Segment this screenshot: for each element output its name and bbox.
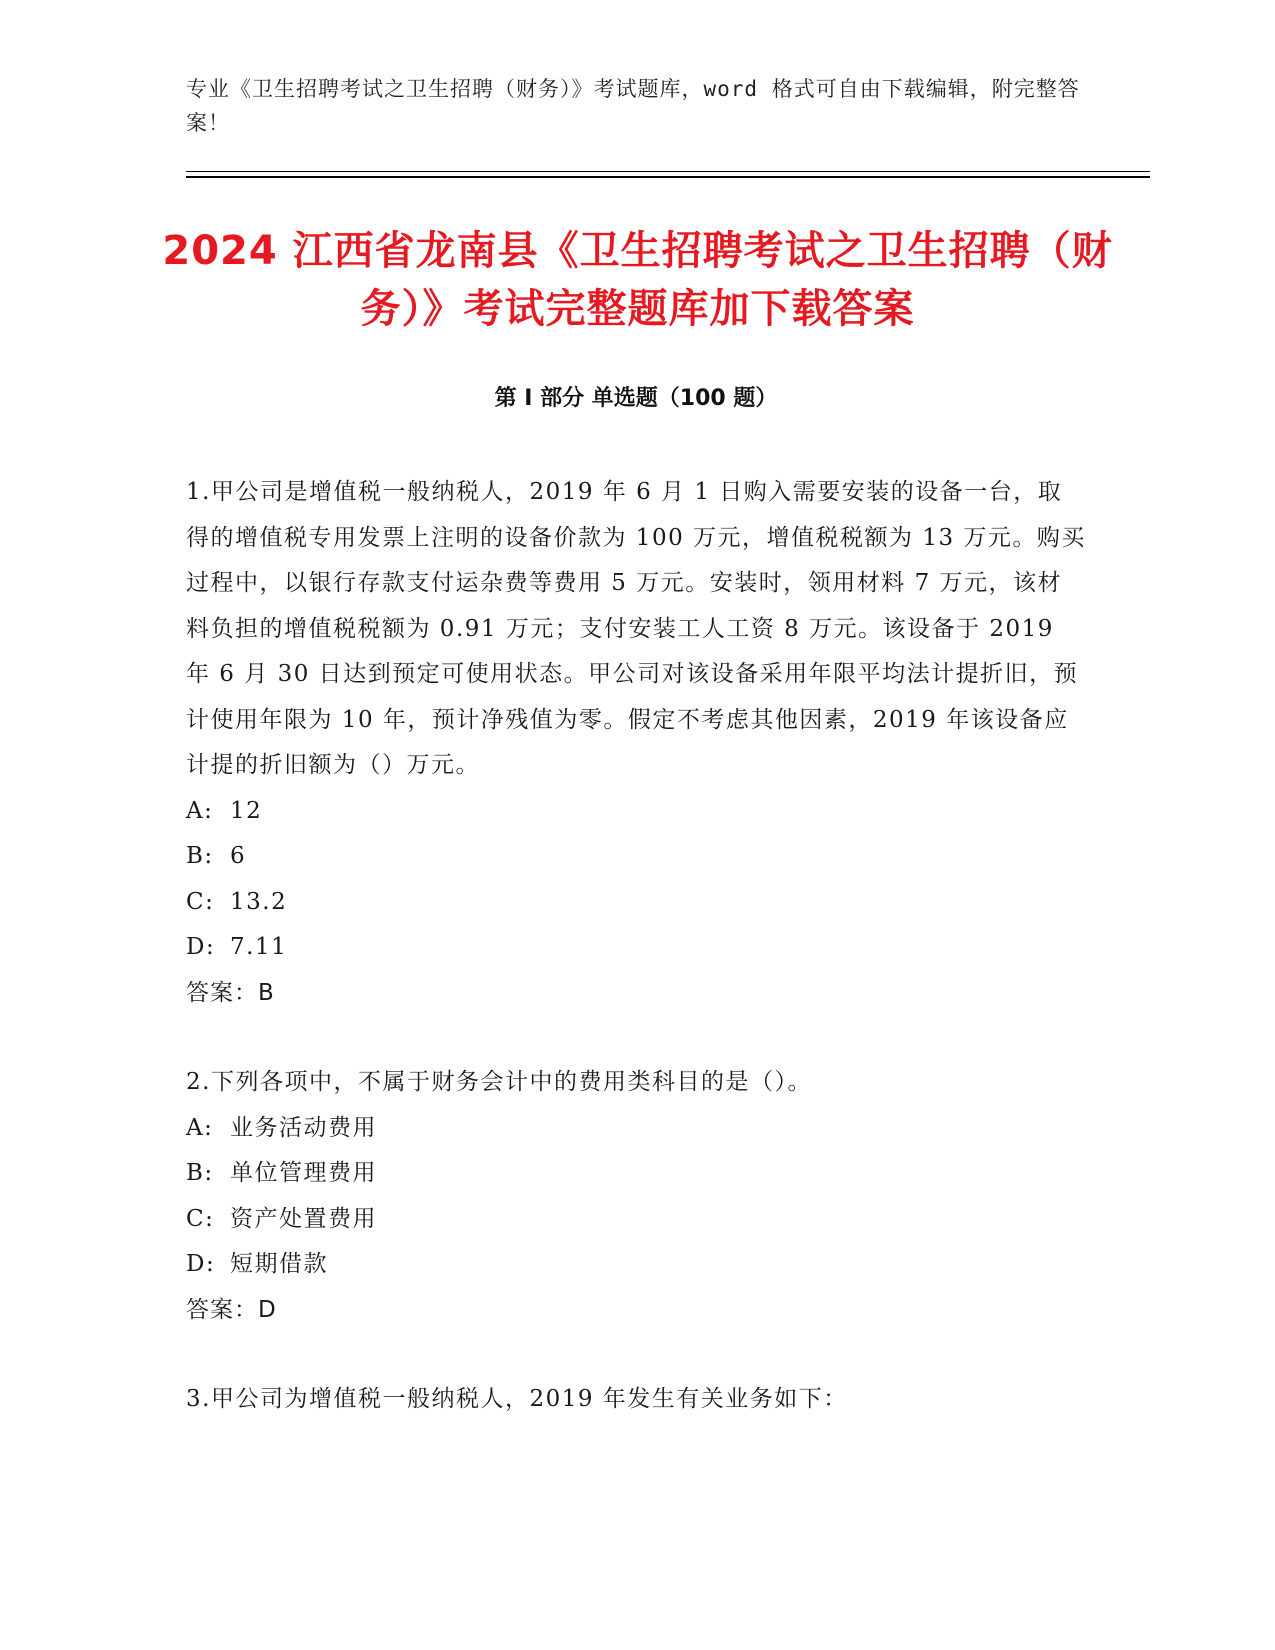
option-key: C:	[186, 888, 215, 915]
header-note: 专业《卫生招聘考试之卫生招聘（财务）》考试题库，word 格式可自由下载编辑，附完整答案！	[186, 77, 1080, 135]
option-a	[186, 789, 1086, 835]
question-list	[186, 470, 1086, 1467]
question-stem: 2.下列各项中，不属于财务会计中的费用类科目的是（）。	[186, 1069, 812, 1095]
option-key: D:	[186, 1251, 216, 1277]
option-text: 6	[230, 843, 247, 869]
option-text: 13.2	[230, 888, 288, 915]
option-text: 7.11	[230, 934, 288, 960]
answer-line: 答案：D	[186, 1296, 277, 1323]
option-key: A:	[186, 797, 214, 824]
option-text: 短期借款	[230, 1251, 328, 1277]
option-text: 12	[230, 797, 263, 824]
option-d	[186, 1242, 1086, 1288]
option-text: 资产处置费用	[230, 1205, 377, 1232]
answer-line: 答案：B	[186, 979, 275, 1006]
option-c	[186, 880, 1086, 926]
question-2	[186, 1060, 1086, 1333]
question-1	[186, 470, 1086, 1016]
question-stem: 3.甲公司为增值税一般纳税人，2019 年发生有关业务如下：	[186, 1386, 848, 1412]
option-b	[186, 1151, 1086, 1197]
question-stem: 1.甲公司是增值税一般纳税人，2019 年 6 月 1 日购入需要安装的设备一台，取得的增值税专用发票上注明的设备价款为 100 万元，增值税税额为 13 万元。购买过程中，以银行存款支付运杂费等费用 5 万元。安装时，领用材料 7 万元，该材料负担的增值税税额为 0.91 万元；支付安装工人工资 8 万元。该设备于 2019 年 6 月 30 日达到预定可使用状态。甲公司对该设备采用年限平均法计提折旧，预计使用年限为 10 年，预计净残值为零。假定不考虑其他因素，2019 年该设备应计提的折旧额为（）万元。	[186, 479, 1086, 778]
document-title: 2024 江西省龙南县《卫生招聘考试之卫生招聘（财务）》考试完整题库加下载答案	[162, 228, 1113, 332]
option-d	[186, 925, 1086, 971]
option-key: A:	[186, 1114, 214, 1141]
section-title: 第 I 部分 单选题（100 题）	[494, 386, 778, 411]
option-text: 单位管理费用	[230, 1160, 377, 1186]
option-key: B:	[186, 843, 214, 869]
question-3	[186, 1377, 1086, 1423]
option-key: B:	[186, 1160, 214, 1186]
option-key: D:	[186, 934, 216, 960]
option-a	[186, 1106, 1086, 1152]
header-rule-thin	[186, 171, 1150, 172]
header-rule-thick	[186, 176, 1150, 178]
option-text: 业务活动费用	[230, 1114, 377, 1141]
option-c	[186, 1197, 1086, 1243]
option-b	[186, 834, 1086, 880]
option-key: C:	[186, 1205, 215, 1232]
